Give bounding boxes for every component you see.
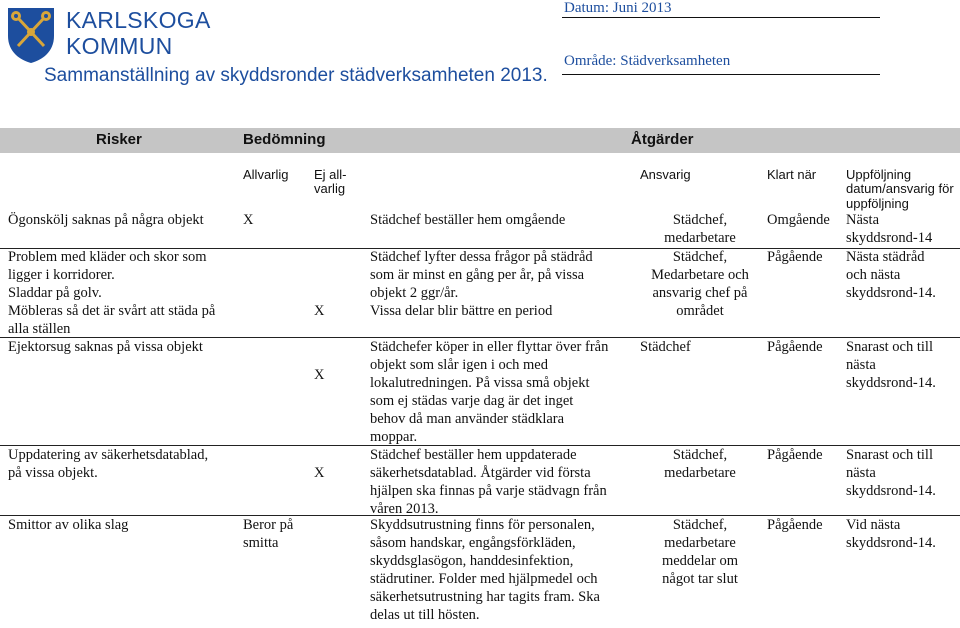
risk-cell — [8, 516, 233, 534]
action-cell-line: Skyddsutrustning finns för personalen, — [370, 517, 595, 533]
followup-cell-line: skyddsrond-14. — [846, 483, 936, 499]
done-cell: Pågående — [767, 249, 823, 265]
action-cell-line: moppar. — [370, 429, 418, 445]
responsible-cell-line: medarbetare — [664, 465, 736, 481]
action-cell-line: Städchef beställer hem omgående — [370, 212, 566, 228]
risk-cell-line: Smittor av olika slag — [8, 517, 129, 533]
not-serious-col-header-2: varlig — [314, 181, 346, 196]
done-cell: Pågående — [767, 339, 823, 355]
action-cell-line: Städchefer köper in eller flyttar över från — [370, 339, 609, 355]
action-cell — [370, 446, 635, 518]
action-cell-line: skyddsglasögon, handdesinfektion, — [370, 553, 574, 569]
followup-cell-line: och nästa — [846, 267, 901, 283]
not-serious-mark: X — [314, 303, 325, 319]
followup-cell-line: Nästa städråd — [846, 249, 925, 265]
followup-cell-line: skyddsrond-14. — [846, 535, 936, 551]
action-cell-line: såsom handskar, engångsförkläden, — [370, 535, 576, 551]
responsible-cell-line: Städchef, — [672, 212, 728, 228]
risk-cell-line: på vissa objekt. — [8, 465, 98, 481]
risk-cell-line: Sladdar på golv. — [8, 285, 102, 301]
followup-cell-line: Nästa — [846, 212, 880, 228]
followup-cell-line: Snarast och till — [846, 339, 933, 355]
assessment-header: Bedömning — [243, 131, 326, 148]
not-serious-mark: X — [314, 367, 325, 383]
action-cell-line: hjälpen ska finnas på varje städvagn från — [370, 483, 607, 499]
action-cell-line: objekt 2 ggr/år. — [370, 285, 459, 301]
risk-cell — [8, 338, 233, 356]
area-field: Område: Städverksamheten — [564, 53, 731, 69]
action-cell — [370, 211, 635, 229]
responsible-cell-line: området — [676, 303, 724, 319]
document-title: Sammanställning av skyddsronder städverksamheten 2013. — [44, 65, 548, 86]
followup-cell — [846, 211, 958, 247]
responsible-cell-line: medarbetare — [664, 535, 736, 551]
action-cell-line: som är minst en gång per år, på vissa — [370, 267, 585, 283]
responsible-col-header: Ansvarig — [640, 167, 691, 182]
serious-col-header: Allvarlig — [243, 167, 289, 182]
responsible-cell-line: medarbetare — [664, 230, 736, 246]
serious-mark: X — [243, 212, 254, 228]
action-cell-line: våren 2013. — [370, 501, 439, 517]
followup-cell-line: skyddsrond-14 — [846, 230, 933, 246]
risk-cell-line: Uppdatering av säkerhetsdatablad, — [8, 447, 209, 463]
action-cell — [370, 338, 635, 446]
action-cell-line: Vissa delar blir bättre en period — [370, 303, 553, 319]
followup-col-header-3: uppföljning — [846, 196, 909, 211]
action-cell-line: säkerhetsdatablad. Åtgärder vid första — [370, 465, 591, 481]
risk-cell — [8, 248, 233, 338]
area-underline — [562, 74, 880, 75]
followup-cell — [846, 516, 958, 552]
action-cell-line: behov då man använder städklara — [370, 411, 565, 427]
serious-mark: Beror på smitta — [243, 517, 294, 551]
responsible-cell — [640, 338, 760, 356]
risk-cell — [8, 211, 233, 229]
risk-cell-line: ligger i korridorer. — [8, 267, 115, 283]
brand-name-line2: KOMMUN — [66, 33, 173, 59]
followup-cell — [846, 338, 958, 392]
followup-cell-line: nästa — [846, 465, 876, 481]
responsible-cell-line: ansvarig chef på — [652, 285, 748, 301]
responsible-cell — [640, 516, 760, 588]
responsible-cell — [640, 211, 760, 247]
risk-cell-line: alla ställen — [8, 321, 71, 337]
followup-cell — [846, 446, 958, 500]
action-cell — [370, 516, 635, 624]
responsible-cell-line: meddelar om — [661, 553, 739, 569]
followup-cell-line: Vid nästa — [846, 517, 901, 533]
brand-name-line1: KARLSKOGA — [66, 7, 211, 33]
action-cell — [370, 248, 635, 320]
followup-cell — [846, 248, 958, 302]
followup-cell-line: Snarast och till — [846, 447, 933, 463]
action-cell-line: säkerhetsutrustning har tagits fram. Ska — [370, 589, 600, 605]
responsible-cell — [640, 248, 760, 320]
action-cell-line: Städchef beställer hem uppdaterade — [370, 447, 577, 463]
risks-header: Risker — [96, 131, 142, 148]
not-serious-col-header-1: Ej all- — [314, 167, 347, 182]
risk-cell — [8, 446, 233, 482]
not-serious-mark: X — [314, 465, 325, 481]
risk-cell-line: Ögonskölj saknas på några objekt — [8, 212, 204, 228]
risk-cell-line: Ejektorsug saknas på vissa objekt — [8, 339, 203, 355]
responsible-cell-line: Städchef, — [672, 249, 728, 265]
responsible-cell-line: Städchef, — [672, 517, 728, 533]
responsible-cell-line: Städchef — [640, 339, 691, 355]
responsible-cell-line: Medarbetare och — [651, 267, 749, 283]
action-cell-line: objekt som slår igen i och med — [370, 357, 548, 373]
date-field: Datum: Juni 2013 — [564, 0, 672, 16]
action-cell-line: delas ut till hösten. — [370, 607, 480, 623]
risk-cell-line: Problem med kläder och skor som — [8, 249, 207, 265]
responsible-cell — [640, 446, 760, 482]
done-cell: Omgående — [767, 212, 830, 228]
responsible-cell-line: Städchef, — [672, 447, 728, 463]
followup-col-header-2: datum/ansvarig för — [846, 181, 954, 196]
done-col-header: Klart när — [767, 167, 817, 182]
done-cell: Pågående — [767, 447, 823, 463]
followup-col-header-1: Uppföljning — [846, 167, 912, 182]
table-header-band — [0, 128, 960, 153]
followup-cell-line: nästa — [846, 357, 876, 373]
action-cell-line: städrutiner. Folder med hjälpmedel och — [370, 571, 598, 587]
followup-cell-line: skyddsrond-14. — [846, 285, 936, 301]
action-cell-line: som ej städas varje dag är det inget — [370, 393, 574, 409]
action-cell-line: Städchef lyfter dessa frågor på städråd — [370, 249, 593, 265]
date-underline — [562, 17, 880, 18]
followup-cell-line: skyddsrond-14. — [846, 375, 936, 391]
karlskoga-coat-of-arms-icon — [6, 6, 56, 64]
action-cell-line: lokalutredningen. På vissa små objekt — [370, 375, 590, 391]
done-cell: Pågående — [767, 517, 823, 533]
risk-cell-line: Möbleras så det är svårt att städa på — [8, 303, 216, 319]
actions-header: Åtgärder — [631, 131, 694, 148]
responsible-cell-line: något tar slut — [662, 571, 738, 587]
